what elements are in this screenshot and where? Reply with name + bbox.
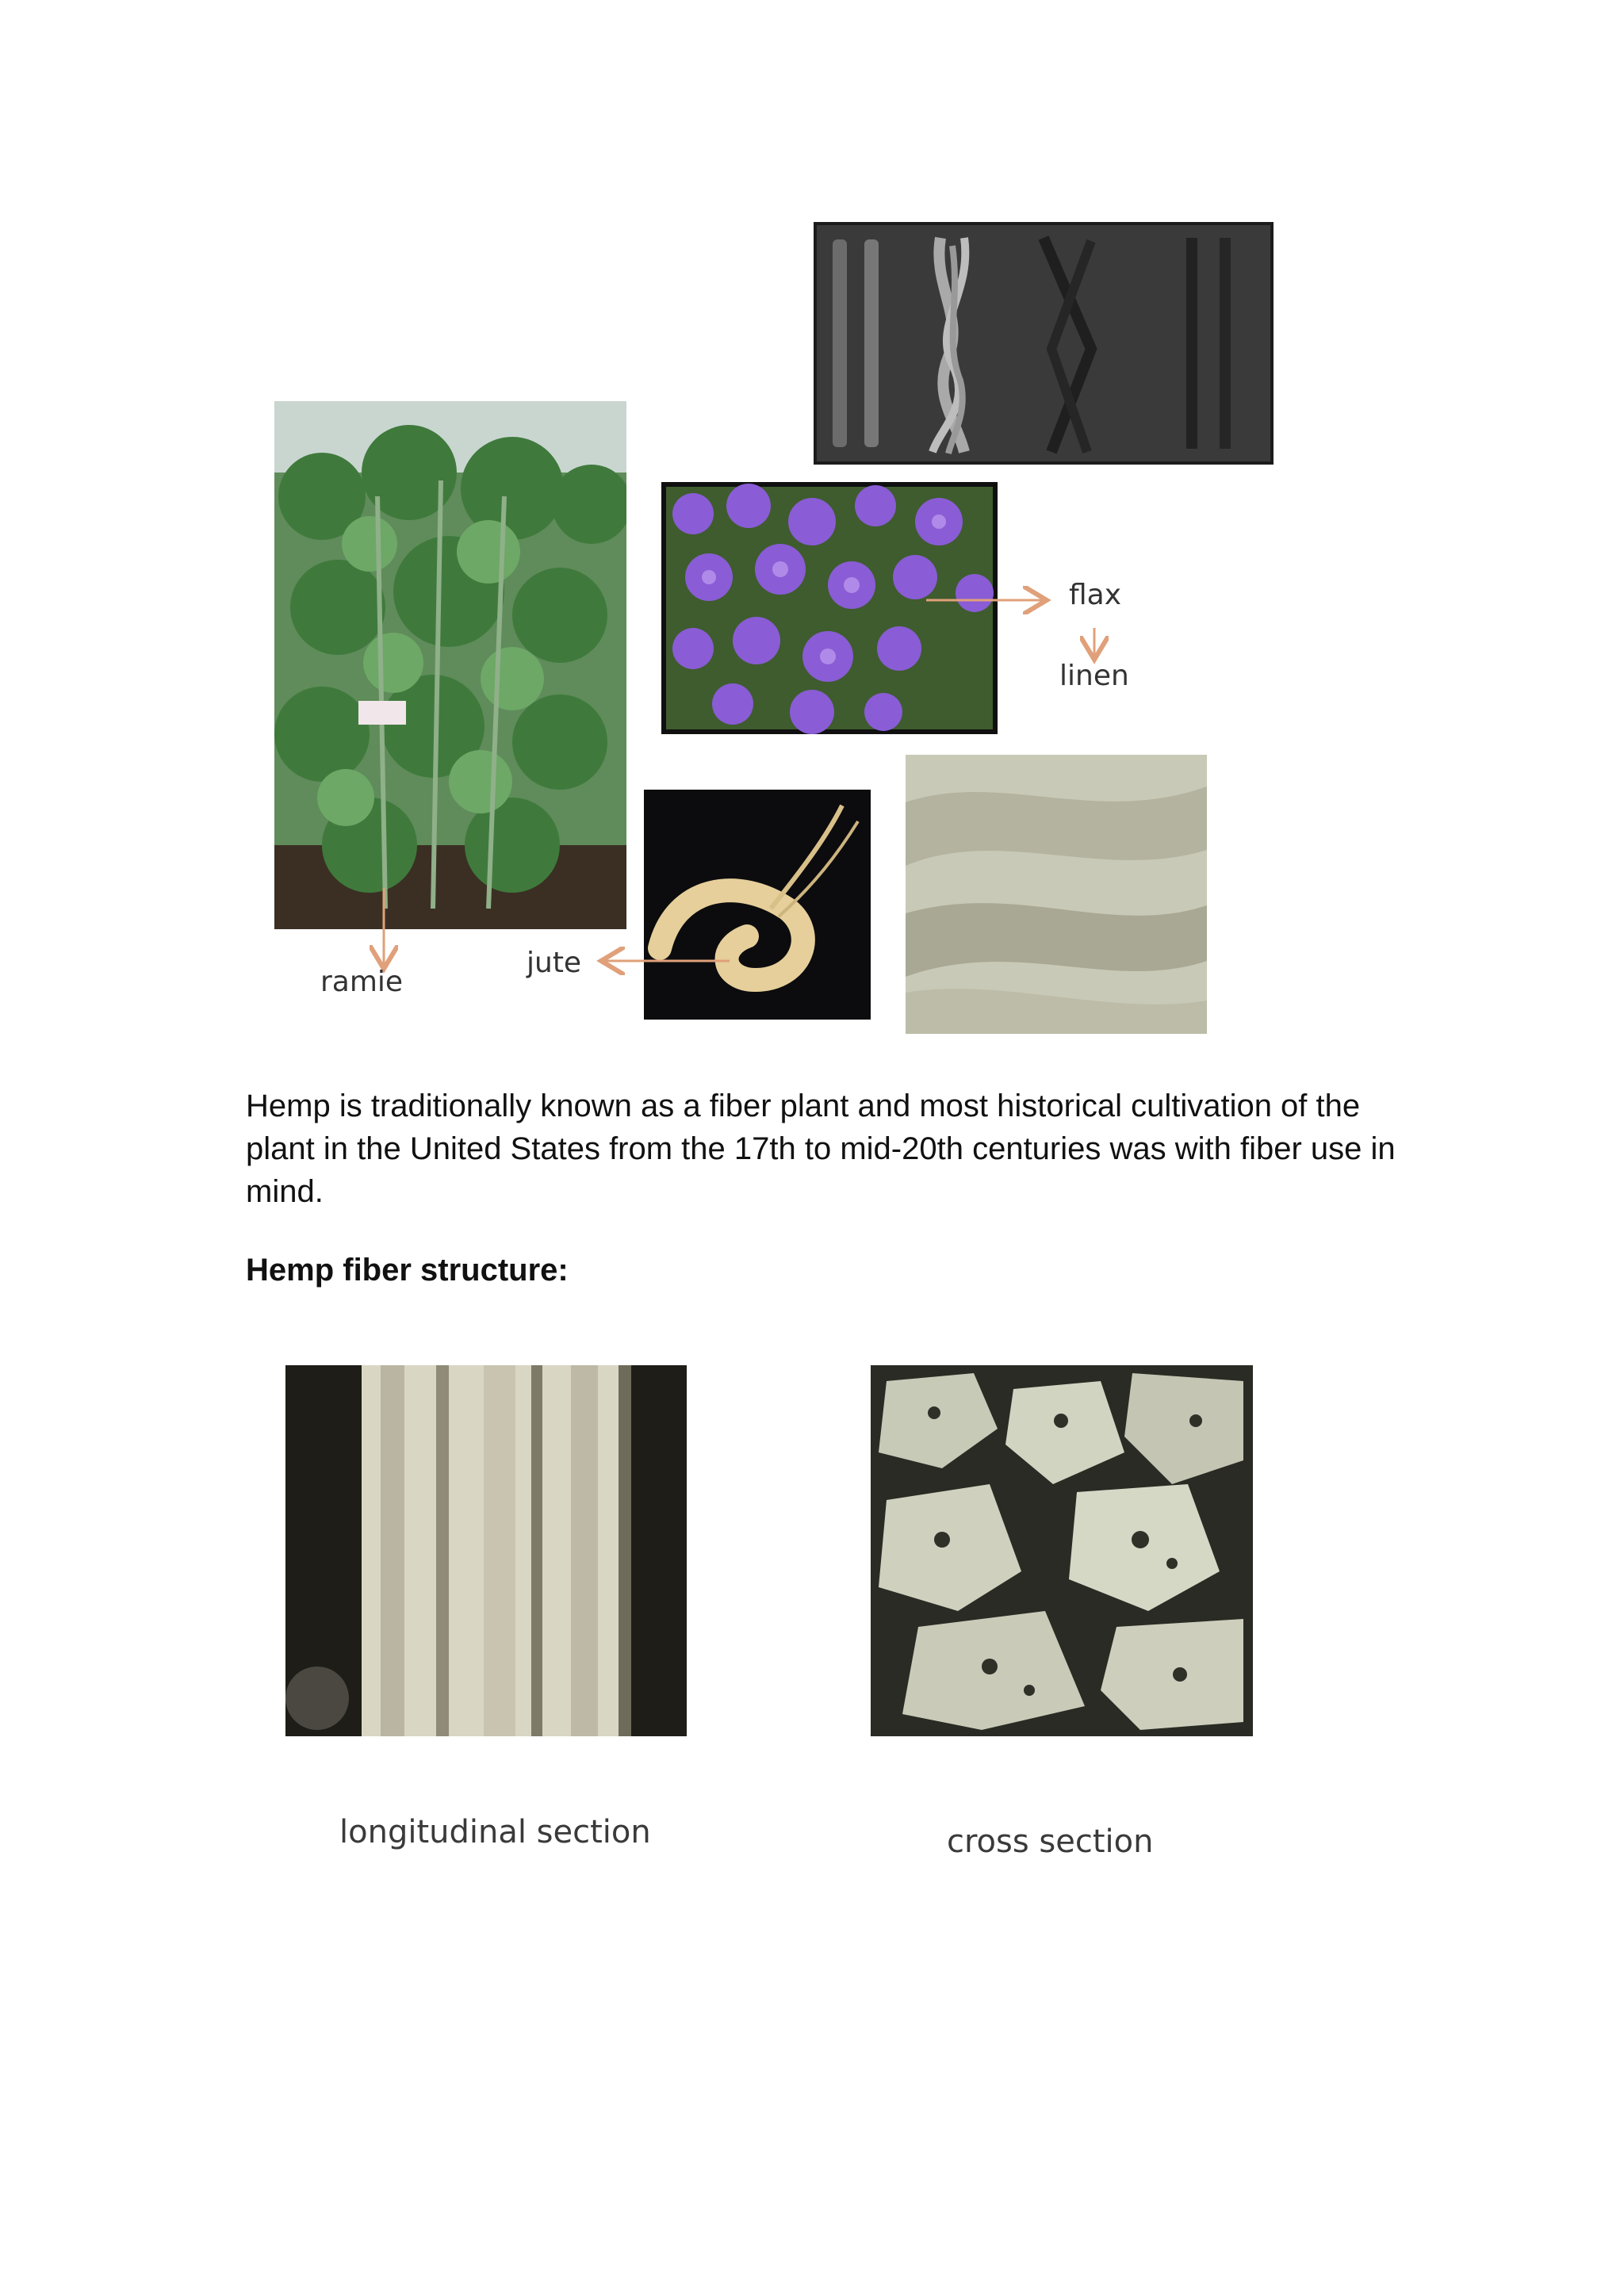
linen-label: linen — [1059, 660, 1129, 692]
longitudinal-section-caption: longitudinal section — [339, 1814, 651, 1850]
jute-label: jute — [527, 947, 582, 979]
hemp-description-paragraph: Hemp is traditionally known as a fiber plant and most historical cultivation of the plant in the United States from the 17th to mid-20th centuries was with fiber use in mind. — [246, 1089, 1396, 1209]
cross-section-caption: cross section — [947, 1823, 1154, 1860]
linen-fabric-photo — [906, 755, 1207, 1034]
ramie-plant-photo — [274, 401, 626, 929]
fiber-samples-photo — [814, 222, 1274, 465]
cross-section-micrograph — [871, 1365, 1253, 1736]
jute-fiber-photo — [644, 790, 871, 1020]
hemp-fiber-structure-heading: Hemp fiber structure: — [246, 1253, 569, 1288]
flax-label: flax — [1069, 579, 1122, 611]
ramie-label: ramie — [320, 966, 404, 998]
flax-flowers-photo — [661, 482, 998, 734]
longitudinal-section-micrograph — [285, 1365, 687, 1736]
